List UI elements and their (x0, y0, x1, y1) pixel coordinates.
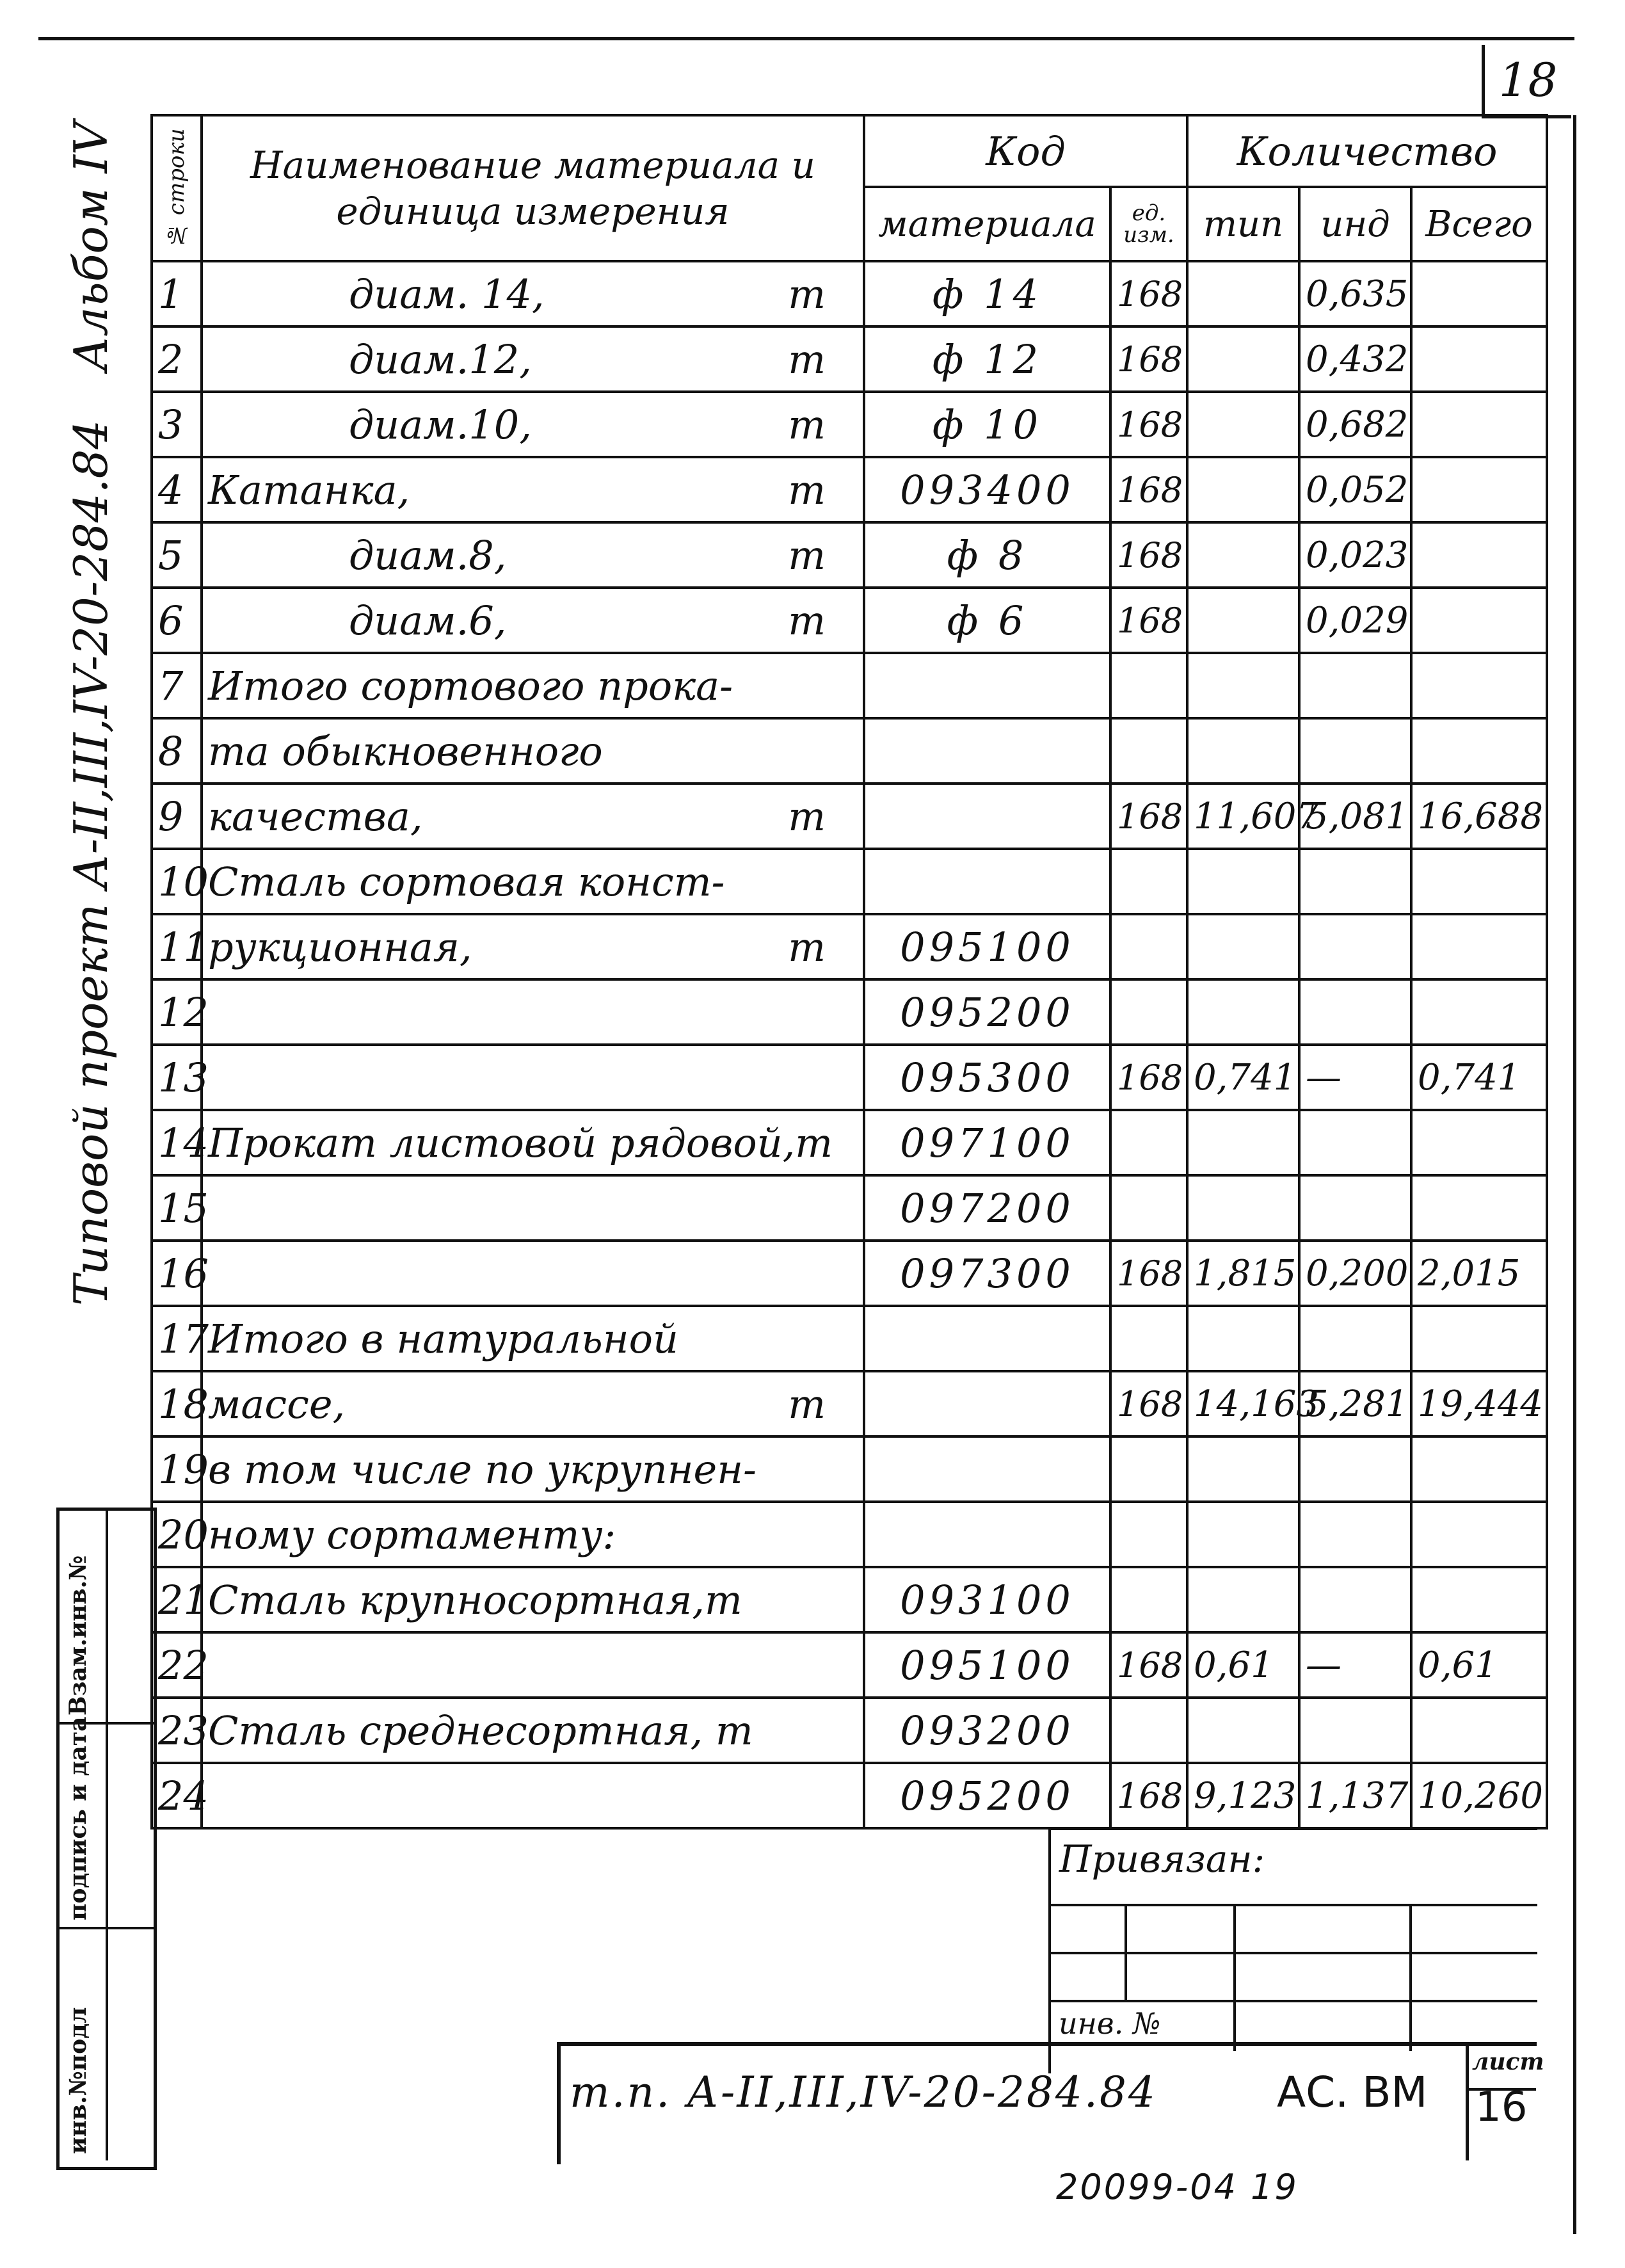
quantity-total (1411, 1110, 1547, 1175)
material-code: 093400 (864, 457, 1110, 522)
material-name-wrap (208, 401, 858, 448)
row-number: 21 (152, 1567, 202, 1632)
material-name (202, 784, 864, 849)
material-code: 095200 (864, 979, 1110, 1045)
material-code: 095200 (864, 1763, 1110, 1828)
project-label: Типовой проект А-II,III,IV-20-284.84 (64, 419, 118, 1306)
binding-line (1051, 1952, 1537, 1954)
quantity-type (1187, 653, 1299, 718)
material-code: 097200 (864, 1175, 1110, 1241)
quantity-ind (1299, 1502, 1411, 1567)
unit-code: 168 (1110, 522, 1187, 588)
quantity-total (1411, 1502, 1547, 1567)
unit-code (1110, 1567, 1187, 1632)
unit-code (1110, 718, 1187, 784)
header-q-total: Всего (1411, 187, 1547, 261)
side-stamp (56, 1508, 157, 2170)
table-row (152, 522, 1547, 588)
quantity-ind: 0,052 (1299, 457, 1411, 522)
binding-line (1409, 1904, 1412, 2051)
material-name (202, 261, 864, 326)
material-code (864, 718, 1110, 784)
quantity-total (1411, 1436, 1547, 1502)
material-name (202, 718, 864, 784)
quantity-ind (1299, 1567, 1411, 1632)
quantity-ind: 0,200 (1299, 1241, 1411, 1306)
material-name-wrap (208, 1381, 858, 1428)
material-code: 095300 (864, 1045, 1110, 1110)
material-name (202, 914, 864, 979)
table-row (152, 1698, 1547, 1763)
material-name (202, 1175, 864, 1241)
header-code-unit: ед. изм. (1110, 187, 1187, 261)
row-number: 4 (152, 457, 202, 522)
row-number: 24 (152, 1763, 202, 1828)
quantity-ind: — (1299, 1045, 1411, 1110)
quantity-ind (1299, 849, 1411, 914)
unit-code: 168 (1110, 261, 1187, 326)
quantity-ind (1299, 914, 1411, 979)
quantity-total (1411, 261, 1547, 326)
material-code: ф 14 (864, 261, 1110, 326)
material-name-wrap (208, 1446, 858, 1493)
quantity-type (1187, 588, 1299, 653)
material-name-wrap (208, 271, 858, 318)
binding-line (1051, 1904, 1537, 1906)
table-row (152, 653, 1547, 718)
quantity-total (1411, 1698, 1547, 1763)
quantity-total (1411, 392, 1547, 457)
material-code: ф 8 (864, 522, 1110, 588)
quantity-ind: 0,029 (1299, 588, 1411, 653)
material-name (202, 326, 864, 392)
material-name (202, 1632, 864, 1698)
material-name (202, 1763, 864, 1828)
material-unit: т (788, 401, 826, 448)
material-name-text: в том числе по укрупнен- (208, 1445, 756, 1493)
material-unit: т (788, 792, 826, 840)
material-name (202, 1698, 864, 1763)
row-number: 3 (152, 392, 202, 457)
quantity-type: 0,61 (1187, 1632, 1299, 1698)
material-unit: т (788, 923, 826, 970)
quantity-total (1411, 522, 1547, 588)
material-name (202, 1567, 864, 1632)
quantity-type (1187, 1436, 1299, 1502)
table-row (152, 1045, 1547, 1110)
material-unit: т (788, 531, 826, 579)
table-row (152, 849, 1547, 914)
row-number: 5 (152, 522, 202, 588)
quantity-type (1187, 261, 1299, 326)
table-row (152, 979, 1547, 1045)
material-name (202, 1110, 864, 1175)
table-row (152, 1110, 1547, 1175)
table-row (152, 1371, 1547, 1436)
material-name-text: Сталь среднесортная, т (208, 1707, 753, 1754)
table-row (152, 1306, 1547, 1371)
material-name (202, 1241, 864, 1306)
unit-code (1110, 1698, 1187, 1763)
material-name-wrap (208, 1707, 858, 1754)
material-name-text: Итого в натуральной (208, 1315, 678, 1362)
quantity-total (1411, 1175, 1547, 1241)
unit-code (1110, 914, 1187, 979)
table-row (152, 1567, 1547, 1632)
quantity-ind: 5,081 (1299, 784, 1411, 849)
binding-label: Привязан: (1059, 1837, 1265, 1881)
quantity-total (1411, 914, 1547, 979)
quantity-type: 0,741 (1187, 1045, 1299, 1110)
unit-code (1110, 1110, 1187, 1175)
material-code: 095100 (864, 914, 1110, 979)
material-name (202, 1371, 864, 1436)
table-row (152, 914, 1547, 979)
header-name: Наименование материала и единица измерения (202, 115, 864, 261)
material-name (202, 849, 864, 914)
quantity-total: 16,688 (1411, 784, 1547, 849)
material-code: 097300 (864, 1241, 1110, 1306)
unit-code (1110, 653, 1187, 718)
row-number: 19 (152, 1436, 202, 1502)
table-row (152, 1502, 1547, 1567)
row-number: 22 (152, 1632, 202, 1698)
material-name (202, 1306, 864, 1371)
row-number: 20 (152, 1502, 202, 1567)
table-row (152, 1241, 1547, 1306)
material-name-text: диам. 14, (349, 270, 545, 318)
material-name-wrap (208, 663, 858, 709)
row-number: 6 (152, 588, 202, 653)
material-code (864, 1371, 1110, 1436)
material-name (202, 457, 864, 522)
quantity-total (1411, 457, 1547, 522)
title-block-code: т.п. А-II,III,IV-20-284.84 (570, 2068, 1157, 2117)
material-name-wrap (208, 532, 858, 579)
material-code: ф 6 (864, 588, 1110, 653)
material-name-text: диам.6, (349, 597, 507, 644)
material-name-wrap (208, 467, 858, 513)
unit-code: 168 (1110, 784, 1187, 849)
stamp-divider (60, 1927, 154, 1929)
quantity-total: 0,741 (1411, 1045, 1547, 1110)
quantity-type (1187, 326, 1299, 392)
unit-code (1110, 1436, 1187, 1502)
material-name (202, 1502, 864, 1567)
material-name-text: та обыкновенного (208, 727, 603, 775)
row-number: 10 (152, 849, 202, 914)
top-rule (38, 37, 1574, 40)
table-row (152, 1436, 1547, 1502)
material-name (202, 392, 864, 457)
material-code (864, 784, 1110, 849)
quantity-ind: 0,635 (1299, 261, 1411, 326)
materials-table (150, 114, 1548, 1830)
material-name (202, 653, 864, 718)
quantity-ind (1299, 1306, 1411, 1371)
material-name-wrap (208, 793, 858, 840)
title-block-mark: АС. ВМ (1277, 2068, 1428, 2117)
material-code (864, 849, 1110, 914)
row-number: 23 (152, 1698, 202, 1763)
header-code-material: материала (864, 187, 1110, 261)
row-number: 16 (152, 1241, 202, 1306)
material-name-text: диам.12, (349, 335, 532, 383)
quantity-ind (1299, 1698, 1411, 1763)
quantity-ind: 0,023 (1299, 522, 1411, 588)
material-name (202, 522, 864, 588)
header-q-ind: инд (1299, 187, 1411, 261)
material-unit: т (788, 1380, 826, 1428)
header-code: Код (864, 115, 1187, 187)
material-name (202, 1436, 864, 1502)
quantity-type (1187, 457, 1299, 522)
quantity-ind: 0,682 (1299, 392, 1411, 457)
unit-code (1110, 1306, 1187, 1371)
table-row (152, 457, 1547, 522)
row-number: 13 (152, 1045, 202, 1110)
unit-code: 168 (1110, 1241, 1187, 1306)
quantity-total (1411, 1306, 1547, 1371)
row-number: 1 (152, 261, 202, 326)
quantity-ind: 0,432 (1299, 326, 1411, 392)
quantity-type (1187, 718, 1299, 784)
binding-line (1051, 2000, 1537, 2002)
quantity-type (1187, 849, 1299, 914)
quantity-type (1187, 1110, 1299, 1175)
table-row (152, 1763, 1547, 1828)
material-unit: т (788, 270, 826, 318)
material-name-text: Катанка, (208, 466, 410, 513)
quantity-type: 14,163 (1187, 1371, 1299, 1436)
material-unit: т (788, 597, 826, 644)
unit-code (1110, 1502, 1187, 1567)
quantity-total (1411, 326, 1547, 392)
row-number: 17 (152, 1306, 202, 1371)
table-row (152, 1175, 1547, 1241)
quantity-ind (1299, 1175, 1411, 1241)
material-name-text: Итого сортового прока- (208, 662, 733, 709)
material-name (202, 588, 864, 653)
footer-code: 20099-04 19 (1056, 2167, 1299, 2207)
quantity-total (1411, 979, 1547, 1045)
quantity-ind (1299, 1436, 1411, 1502)
unit-code (1110, 849, 1187, 914)
unit-code: 168 (1110, 457, 1187, 522)
material-name-text: диам.10, (349, 401, 532, 448)
row-number: 18 (152, 1371, 202, 1436)
unit-code: 168 (1110, 1763, 1187, 1828)
material-name-wrap (208, 1511, 858, 1558)
header-quantity: Количество (1187, 115, 1547, 187)
stamp-vzam: Взам.инв.№ (65, 1555, 92, 1716)
unit-code (1110, 979, 1187, 1045)
stamp-podpis: подпись и дата (65, 1716, 92, 1920)
material-code: 093200 (864, 1698, 1110, 1763)
quantity-ind: 5,281 (1299, 1371, 1411, 1436)
quantity-ind (1299, 979, 1411, 1045)
material-name-text: Прокат листовой рядовой,т (208, 1119, 833, 1166)
unit-code: 168 (1110, 1632, 1187, 1698)
material-name-text: массе, (208, 1380, 346, 1428)
unit-code: 168 (1110, 588, 1187, 653)
row-number: 15 (152, 1175, 202, 1241)
row-number: 2 (152, 326, 202, 392)
quantity-ind: — (1299, 1632, 1411, 1698)
quantity-type: 1,815 (1187, 1241, 1299, 1306)
unit-code: 168 (1110, 392, 1187, 457)
material-code: 097100 (864, 1110, 1110, 1175)
table-row (152, 1632, 1547, 1698)
table-row (152, 588, 1547, 653)
quantity-total (1411, 653, 1547, 718)
material-name-text: Сталь сортовая конст- (208, 858, 725, 905)
quantity-ind: 1,137 (1299, 1763, 1411, 1828)
quantity-total: 2,015 (1411, 1241, 1547, 1306)
quantity-type (1187, 1502, 1299, 1567)
stamp-inv-podl: инв.№подл (65, 2007, 92, 2154)
unit-code (1110, 1175, 1187, 1241)
quantity-type (1187, 522, 1299, 588)
quantity-total: 0,61 (1411, 1632, 1547, 1698)
material-name-text: рукционная, (208, 923, 472, 970)
material-name-wrap (208, 1120, 858, 1166)
quantity-type (1187, 1175, 1299, 1241)
quantity-type: 9,123 (1187, 1763, 1299, 1828)
material-code: ф 12 (864, 326, 1110, 392)
material-code (864, 1436, 1110, 1502)
material-name (202, 979, 864, 1045)
binding-line (1125, 1904, 1127, 2000)
quantity-type (1187, 392, 1299, 457)
quantity-ind (1299, 1110, 1411, 1175)
quantity-total (1411, 718, 1547, 784)
material-unit: т (788, 335, 826, 383)
material-name-text: диам.8, (349, 531, 507, 579)
header-row-no: № строки (152, 115, 202, 261)
row-number: 8 (152, 718, 202, 784)
binding-inv-label: инв. № (1059, 2006, 1161, 2041)
material-name-text: ному сортаменту: (208, 1511, 616, 1558)
material-code (864, 1502, 1110, 1567)
quantity-ind (1299, 653, 1411, 718)
quantity-total (1411, 1567, 1547, 1632)
quantity-type (1187, 914, 1299, 979)
right-margin-rule (1573, 115, 1576, 2234)
material-name-wrap (208, 1577, 858, 1623)
row-number: 7 (152, 653, 202, 718)
binding-line (1233, 1904, 1236, 2051)
quantity-type (1187, 1306, 1299, 1371)
material-name (202, 1045, 864, 1110)
quantity-type: 11,607 (1187, 784, 1299, 849)
material-name-text: качества, (208, 792, 423, 840)
quantity-total (1411, 849, 1547, 914)
quantity-type (1187, 1567, 1299, 1632)
album-label: Альбом IV (64, 122, 118, 371)
table-row (152, 326, 1547, 392)
material-name-wrap (208, 858, 858, 905)
sheet-label: лист (1472, 2048, 1544, 2075)
quantity-type (1187, 979, 1299, 1045)
quantity-type (1187, 1698, 1299, 1763)
material-name-wrap (208, 1315, 858, 1362)
material-name-wrap (208, 728, 858, 775)
material-name-wrap (208, 336, 858, 383)
row-number: 9 (152, 784, 202, 849)
material-code (864, 653, 1110, 718)
material-name-text: Сталь крупносортная,т (208, 1576, 742, 1623)
material-name-wrap (208, 597, 858, 644)
unit-code: 168 (1110, 1045, 1187, 1110)
row-number: 14 (152, 1110, 202, 1175)
material-code: 095100 (864, 1632, 1110, 1698)
material-code: ф 10 (864, 392, 1110, 457)
quantity-total: 10,260 (1411, 1763, 1547, 1828)
header-q-type: тип (1187, 187, 1299, 261)
quantity-total: 19,444 (1411, 1371, 1547, 1436)
unit-code: 168 (1110, 1371, 1187, 1436)
table-row (152, 784, 1547, 849)
page-number: 18 (1482, 45, 1571, 118)
row-number: 12 (152, 979, 202, 1045)
row-number: 11 (152, 914, 202, 979)
table-row (152, 718, 1547, 784)
quantity-ind (1299, 718, 1411, 784)
unit-code: 168 (1110, 326, 1187, 392)
quantity-total (1411, 588, 1547, 653)
material-name-wrap (208, 924, 858, 970)
material-unit: т (788, 466, 826, 513)
table-row (152, 261, 1547, 326)
sheet-number: 16 (1475, 2084, 1528, 2131)
material-code (864, 1306, 1110, 1371)
material-code: 093100 (864, 1567, 1110, 1632)
table-row (152, 392, 1547, 457)
